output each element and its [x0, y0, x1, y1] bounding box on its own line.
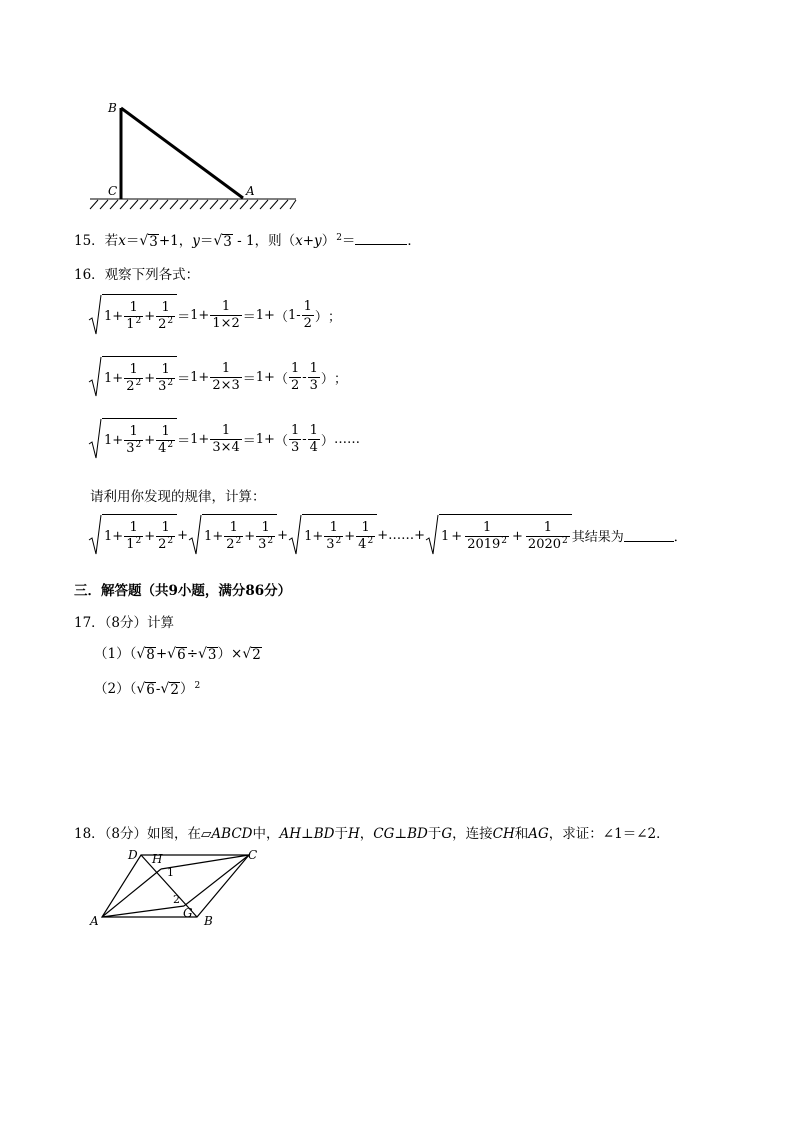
- side-ba: [121, 108, 243, 198]
- q16-result-text: 其结果为: [571, 529, 624, 545]
- q16-line-1: 1 + $\frac{1}{1^2}$ + $\frac{1}{2^2}$ ＝ 1+ $\frac{1}{1\times 2}$ ＝ 1+ （ 1 - $\frac{1}{2}$ ） ；: [88, 294, 341, 336]
- q17-part-2: （2）（ √ 6 - √ 2 ）$^2$: [94, 681, 201, 698]
- q16-instruction: 请利用你发现的规律，计算：: [90, 489, 266, 505]
- sum-term-2: 1 + $\frac{1}{2^2}$ + $\frac{1}{3^2}$: [188, 514, 277, 556]
- ground-hatching: [90, 200, 296, 209]
- q15-answer-blank[interactable]: [355, 232, 407, 245]
- q15-sqrt3-b: √ 3: [213, 233, 232, 250]
- q16-sum-expression: 1 + $\frac{1}{1^2}$ + $\frac{1}{2^2}$ + 1 + $\frac{1}{2^2}$ + $\frac{1}{3^2}$ + 1 + $\frac{1}{3^2}$ + $\frac{1}{4^2}$ + …… + 1 + $\frac{1}{2019^2}$ + $\frac{1}{2020^2}$ 其结果为 ．: [88, 514, 687, 556]
- section-3-heading: 三．解答题（共9小题，满分86分）: [74, 583, 292, 599]
- label-c: C: [108, 184, 118, 198]
- q16-title: 16．观察下列各式：: [74, 267, 200, 283]
- q17-part-1: （1）（ √ 8 + √ 6 ÷ √ 3 ）× √ 2: [94, 646, 261, 663]
- q15-exp: 2: [336, 233, 342, 243]
- q16-line2-radical: 1 + $\frac{1}{2^2}$ + $\frac{1}{3^2}$: [88, 356, 177, 398]
- q15-eq3: ＝: [341, 233, 356, 249]
- q15-plus-one: +1，: [158, 233, 193, 249]
- sum-term-last: 1 + $\frac{1}{2019^2}$ + $\frac{1}{2020^2}$: [425, 514, 572, 556]
- q15-number: 15．若: [74, 233, 119, 249]
- label-d: D: [128, 848, 138, 862]
- label-angle-2: 2: [173, 893, 180, 906]
- q17-title: 17．（8分）计算: [74, 615, 175, 631]
- label-a2: A: [90, 914, 99, 928]
- q16-line-2: 1 + $\frac{1}{2^2}$ + $\frac{1}{3^2}$ ＝ 1+ $\frac{1}{2\times 3}$ ＝ 1+ （ $\frac{1}{2}$ - $\frac{1}{3}$ ） ；: [88, 356, 347, 398]
- label-b: B: [108, 101, 117, 115]
- label-b2: B: [204, 914, 213, 928]
- label-a: A: [246, 184, 255, 198]
- q15-x: x: [118, 233, 126, 249]
- q15-xy: x+y: [295, 233, 322, 249]
- segment-cg: [184, 855, 249, 906]
- q16-line-3: 1 + $\frac{1}{3^2}$ + $\frac{1}{4^2}$ ＝ 1+ $\frac{1}{3\times 4}$ ＝ 1+ （ $\frac{1}{3}$ - $\frac{1}{4}$ ） ……: [88, 418, 360, 460]
- question-15: [74, 229, 421, 249]
- q15-eq: ＝: [125, 233, 140, 249]
- sum-term-1: 1 + $\frac{1}{1^2}$ + $\frac{1}{2^2}$: [88, 514, 177, 556]
- label-c2: C: [248, 848, 258, 862]
- segment-ch: [161, 855, 249, 869]
- label-angle-1: 1: [167, 866, 174, 879]
- label-h: H: [152, 852, 163, 866]
- q16-answer-blank[interactable]: [624, 529, 674, 542]
- q18-text: 18．（8分）如图，在▱ABCD中，AH⊥BD于H，CG⊥BD于G，连接CH和AG，求证：∠1＝∠2．: [74, 826, 670, 842]
- q15-sqrt3-a: √ 3: [139, 233, 158, 250]
- q15-eq2: ＝: [199, 233, 214, 249]
- ladder-figure: [86, 96, 302, 212]
- label-g: G: [183, 906, 193, 920]
- q15-end: ．: [407, 233, 421, 249]
- parallelogram-figure: [86, 843, 276, 931]
- q15-close: ）: [321, 233, 336, 249]
- q16-line1-radical: 1 + $\frac{1}{1^2}$ + $\frac{1}{2^2}$: [88, 294, 177, 336]
- q15-minus-one: - 1，则（: [232, 233, 296, 249]
- q16-line3-radical: 1 + $\frac{1}{3^2}$ + $\frac{1}{4^2}$: [88, 418, 177, 460]
- sum-term-3: 1 + $\frac{1}{3^2}$ + $\frac{1}{4^2}$: [288, 514, 377, 556]
- q15-y: y: [192, 233, 200, 249]
